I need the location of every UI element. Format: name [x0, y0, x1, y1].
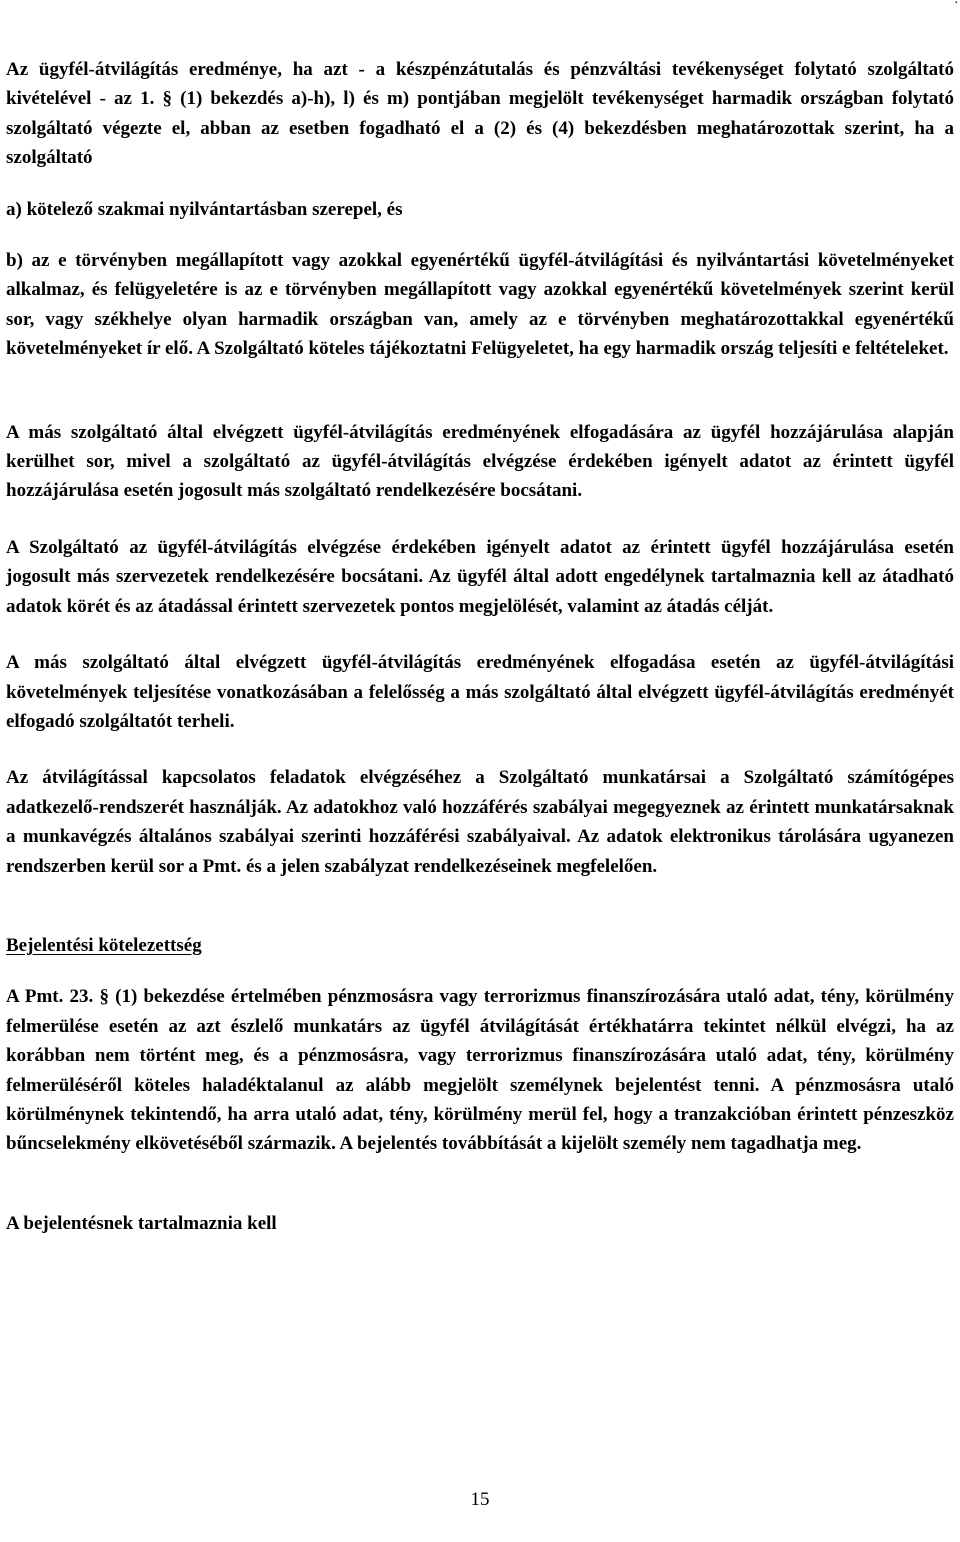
section-heading: Bejelentési kötelezettség	[6, 934, 202, 956]
paragraph-report-contents: A bejelentésnek tartalmaznia kell	[6, 1212, 277, 1234]
corner-mark	[955, 0, 959, 8]
paragraph-reporting-obligation: A Pmt. 23. § (1) bekezdése értelmében pénzmosásra vagy terrorizmus finanszírozására utaló adat, tény, körülmény felmerülése esetén az azt észlelő munkatárs az ügyfél átvilágítását értékhatárra tekintet nélkül elvégzi, ha az korábban nem történt meg, és a pénzmosásra, vagy terrorizmus finanszírozására utaló adat, tény, körülmény felmerüléséről köteles haladéktalanul az alább megjelölt személynek bejelentést tenni. A pénzmosásra utaló körülménynek tekintendő, ha arra utaló adat, tény, körülmény merül fel, hogy a tranzakcióban érintett pénzeszköz bűncselekmény elkövetéséből származik. A bejelentés továbbítását a kijelölt személy nem tagadhatja meg.	[6, 986, 954, 1155]
paragraph-client-consent: A más szolgáltató által elvégzett ügyfél-átvilágítás eredményének elfogadására az ügyfél hozzájárulása alapján kerülhet sor, mivel a szolgáltató az ügyfél-átvilágítás elvégzése érdekében igényelt adatot az érintett ügyfél hozzájárulása esetén jogosult más szolgáltató rendelkezésére bocsátani.	[6, 421, 954, 502]
paragraph-data-system: Az átvilágítással kapcsolatos feladatok elvégzéséhez a Szolgáltató munkatársai a Szolgáltató számítógépes adatkezelő-rendszerét használják. Az adatokhoz való hozzáférés szabályai megegyeznek az érintett munkatársaknak a munkavégzés általános szabályai szerinti hozzáférési szabályaival. Az adatok elektronikus tárolására ugyanezen rendszerben kerül sor a Pmt. és a jelen szabályzat rendelkezéseinek megfelelően.	[6, 767, 954, 877]
paragraph-responsibility: A más szolgáltató által elvégzett ügyfél-átvilágítás eredményének elfogadása esetén az ügyfél-átvilágítási követelmények teljesítése vonatkozásában a felelősség a más szolgáltató által elvégzett ügyfél-átvilágítás eredményét elfogadó szolgáltatót terheli.	[6, 652, 954, 732]
paragraph-data-transfer: A Szolgáltató az ügyfél-átvilágítás elvégzése érdekében igényelt adatot az érintett ügyfél hozzájárulása esetén jogosult más szervezetek rendelkezésére bocsátani. Az ügyfél által adott engedélynek tartalmaznia kell az átadható adatok körét és az átadással érintett szervezetek pontos megjelölését, valamint az átadás célját.	[6, 536, 954, 617]
paragraph-client-due-diligence-acceptance: Az ügyfél-átvilágítás eredménye, ha azt - a készpénzátutalás és pénzváltási tevékenységet folytató szolgáltató kivételével - az 1. § (1) bekezdés a)-h), l) és m) pontjában megjelölt tevékenységet harmadik országban folytató szolgáltató végezte el, abban az esetben fogadható el a (2) és (4) bekezdésben meghatározottak szerint, ha a szolgáltató	[6, 59, 954, 169]
document-page	[6, 55, 954, 1238]
list-item-a: a) kötelező szakmai nyilvántartásban szerepel, és	[6, 198, 403, 220]
list-item-b: b) az e törvényben megállapított vagy azokkal egyenértékű ügyfél-átvilágítási és nyilvántartási követelményeket alkalmaz, és felügyeletére is az e törvényben megállapított vagy azokkal egyenértékű követelmények szerint kerül sor, vagy székhelye olyan harmadik országban van, amely az e törvényben meghatározottakkal egyenértékű követelményeket ír elő. A Szolgáltató köteles tájékoztatni Felügyeletet, ha egy harmadik ország teljesíti e feltételeket.	[6, 250, 954, 360]
page-number: 15	[470, 1489, 490, 1510]
